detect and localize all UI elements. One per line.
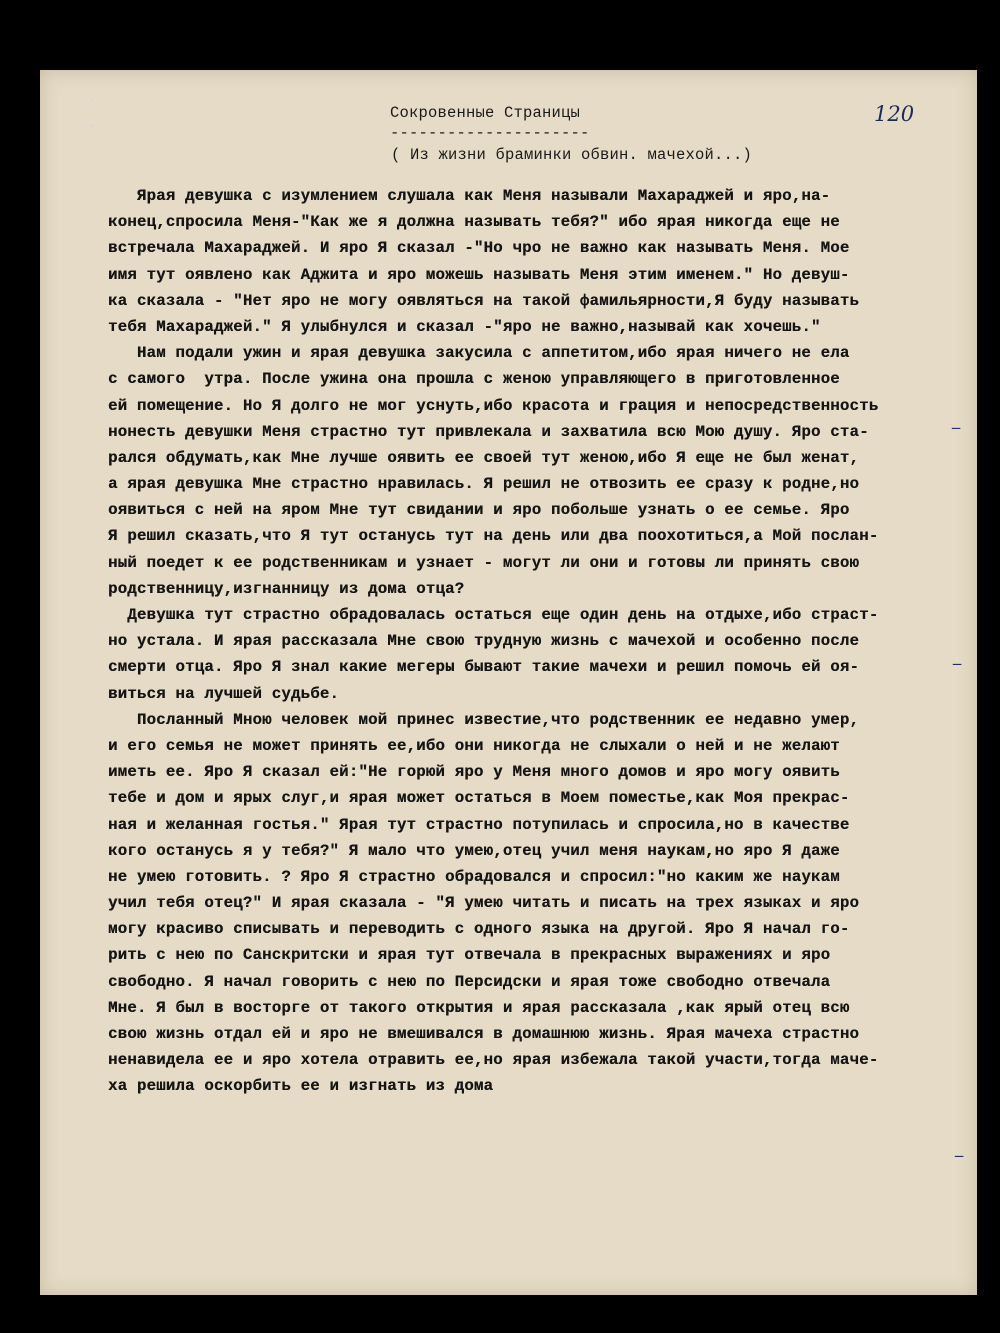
text-line: тебя Махараджей." Я улыбнулся и сказал -"яро не важно,называй как хочешь." [108,317,821,336]
title-underline: --------------------- [390,124,590,142]
text-line: тебе и дом и ярых слуг,и ярая может остаться в Моем поместье,как Моя прекрас- [108,789,850,808]
text-line: ненавидела ее и яро хотела отравить ее,но ярая избежала такой участи,тогда маче- [108,1051,879,1070]
text-line: ная и желанная гостья." Ярая тут страстно потупилась и спросила,но в качестве [108,815,850,834]
text-line: ей помещение. Но Я долго не мог уснуть,ибо красота и грация и непосредственность [108,396,879,415]
text-line: свою жизнь отдал ей и яро не вмешивался в домашнюю жизнь. Ярая мачеха страстно [108,1025,860,1043]
document-title: Сокровенные Страницы [390,104,581,122]
text-line: кого останусь я у тебя?" Я мало что умею,отец учил меня наукам,но яро Я даже [108,841,840,860]
text-line: Девушка тут страстно обрадовалась остаться еще один день на отдыхе,ибо страст- [108,606,879,624]
text-line: с самого утра. После ужина она прошла с женою управляющего в приготовленное [108,370,840,389]
text-line: ха решила оскорбить ее и изгнать из дома [108,1077,494,1096]
text-line: Посланный Мною человек мой принес известие,что родственник ее недавно умер, [108,710,860,729]
dot [90,124,93,127]
text-line: могу красиво списывать и переводить с одного языка на другой. Яро Я начал го- [108,920,850,939]
text-line: оявиться с ней на яром Мне тут свидании и яро побольше узнать о ее семье. Яро [108,501,850,520]
text-line: встречала Махараджей. И яро Я сказал -"Но чро не важно как называть Меня. Мое [108,239,850,258]
text-line: рался обдумать,как Мне лучше оявить ее своей тут женою,ибо Я еще не был женат, [108,448,860,467]
text-line: учил тебя отец?" И ярая сказала - "Я умею читать и писать на трех языках и яро [108,894,860,913]
page-number: 120 [874,102,915,126]
margin-pen-mark: ‒ [954,1146,965,1165]
text-line: иметь ее. Яро Я сказал ей:"Не горюй яро у Меня много домов и яро могу оявить [108,763,840,782]
text-line: виться на лучшей судьбе. [108,684,340,703]
text-line: конец,спросила Меня-"Как же я должна называть тебя?" ибо ярая никогда еще не [108,213,840,232]
text-line: Я решил сказать,что Я тут останусь тут на день или два поохотиться,а Мой послан- [108,527,879,546]
text-line: Мне. Я был в восторге от такого открытия и ярая рассказала ,как ярый отец всю [108,998,850,1017]
text-line: не умею готовить. ? Яро Я страстно обрадовался и спросил:"но каким же наукам [108,867,840,886]
text-line: а ярая девушка Мне страстно нравилась. Я решил не отвозить ее сразу к родне,но [108,475,860,494]
margin-pen-mark: ‒ [952,654,963,673]
text-line: Ярая девушка с изумлением слушала как Меня называли Махараджей и яро,на- [108,187,831,205]
text-line: свободно. Я начал говорить с нею по Персидски и ярая тоже свободно отвечала [108,972,831,991]
text-line: имя тут оявлено как Аджита и яро можешь называть Меня этим именем." Но девуш- [108,265,850,284]
dot [91,98,94,101]
margin-pen-mark: ‒ [951,418,962,437]
text-line: но устала. И ярая рассказала Мне свою трудную жизнь с мачехой и особенно после [108,632,860,651]
text-line: ный поедет к ее родственникам и узнает - могут ли они и готовы ли принять свою [108,553,860,572]
dot [88,80,91,83]
typewritten-body [108,183,953,1100]
document-subtitle: ( Из жизни браминки обвин. мачехой...) [391,146,753,164]
text-line: родственницу,изгнанницу из дома отца? [108,579,465,598]
text-line: и его семья не может принять ее,ибо они никогда не слыхали о ней и не желают [108,736,840,755]
text-line: Нам подали ужин и ярая девушка закусила с аппетитом,ибо ярая ничего не ела [108,344,850,363]
text-line: ка сказала - "Нет яро не могу оявляться на такой фамильярности,Я буду называть [108,291,860,310]
text-line: нонесть девушки Меня страстно тут привлекала и захватила всю Мою душу. Яро ста- [108,422,869,441]
text-line: рить с нею по Санскритски и ярая тут отвечала в прекрасных выражениях и яро [108,946,831,965]
text-line: смерти отца. Яро Я знал какие мегеры бывают такие мачехи и решил помочь ей оя- [108,658,860,677]
